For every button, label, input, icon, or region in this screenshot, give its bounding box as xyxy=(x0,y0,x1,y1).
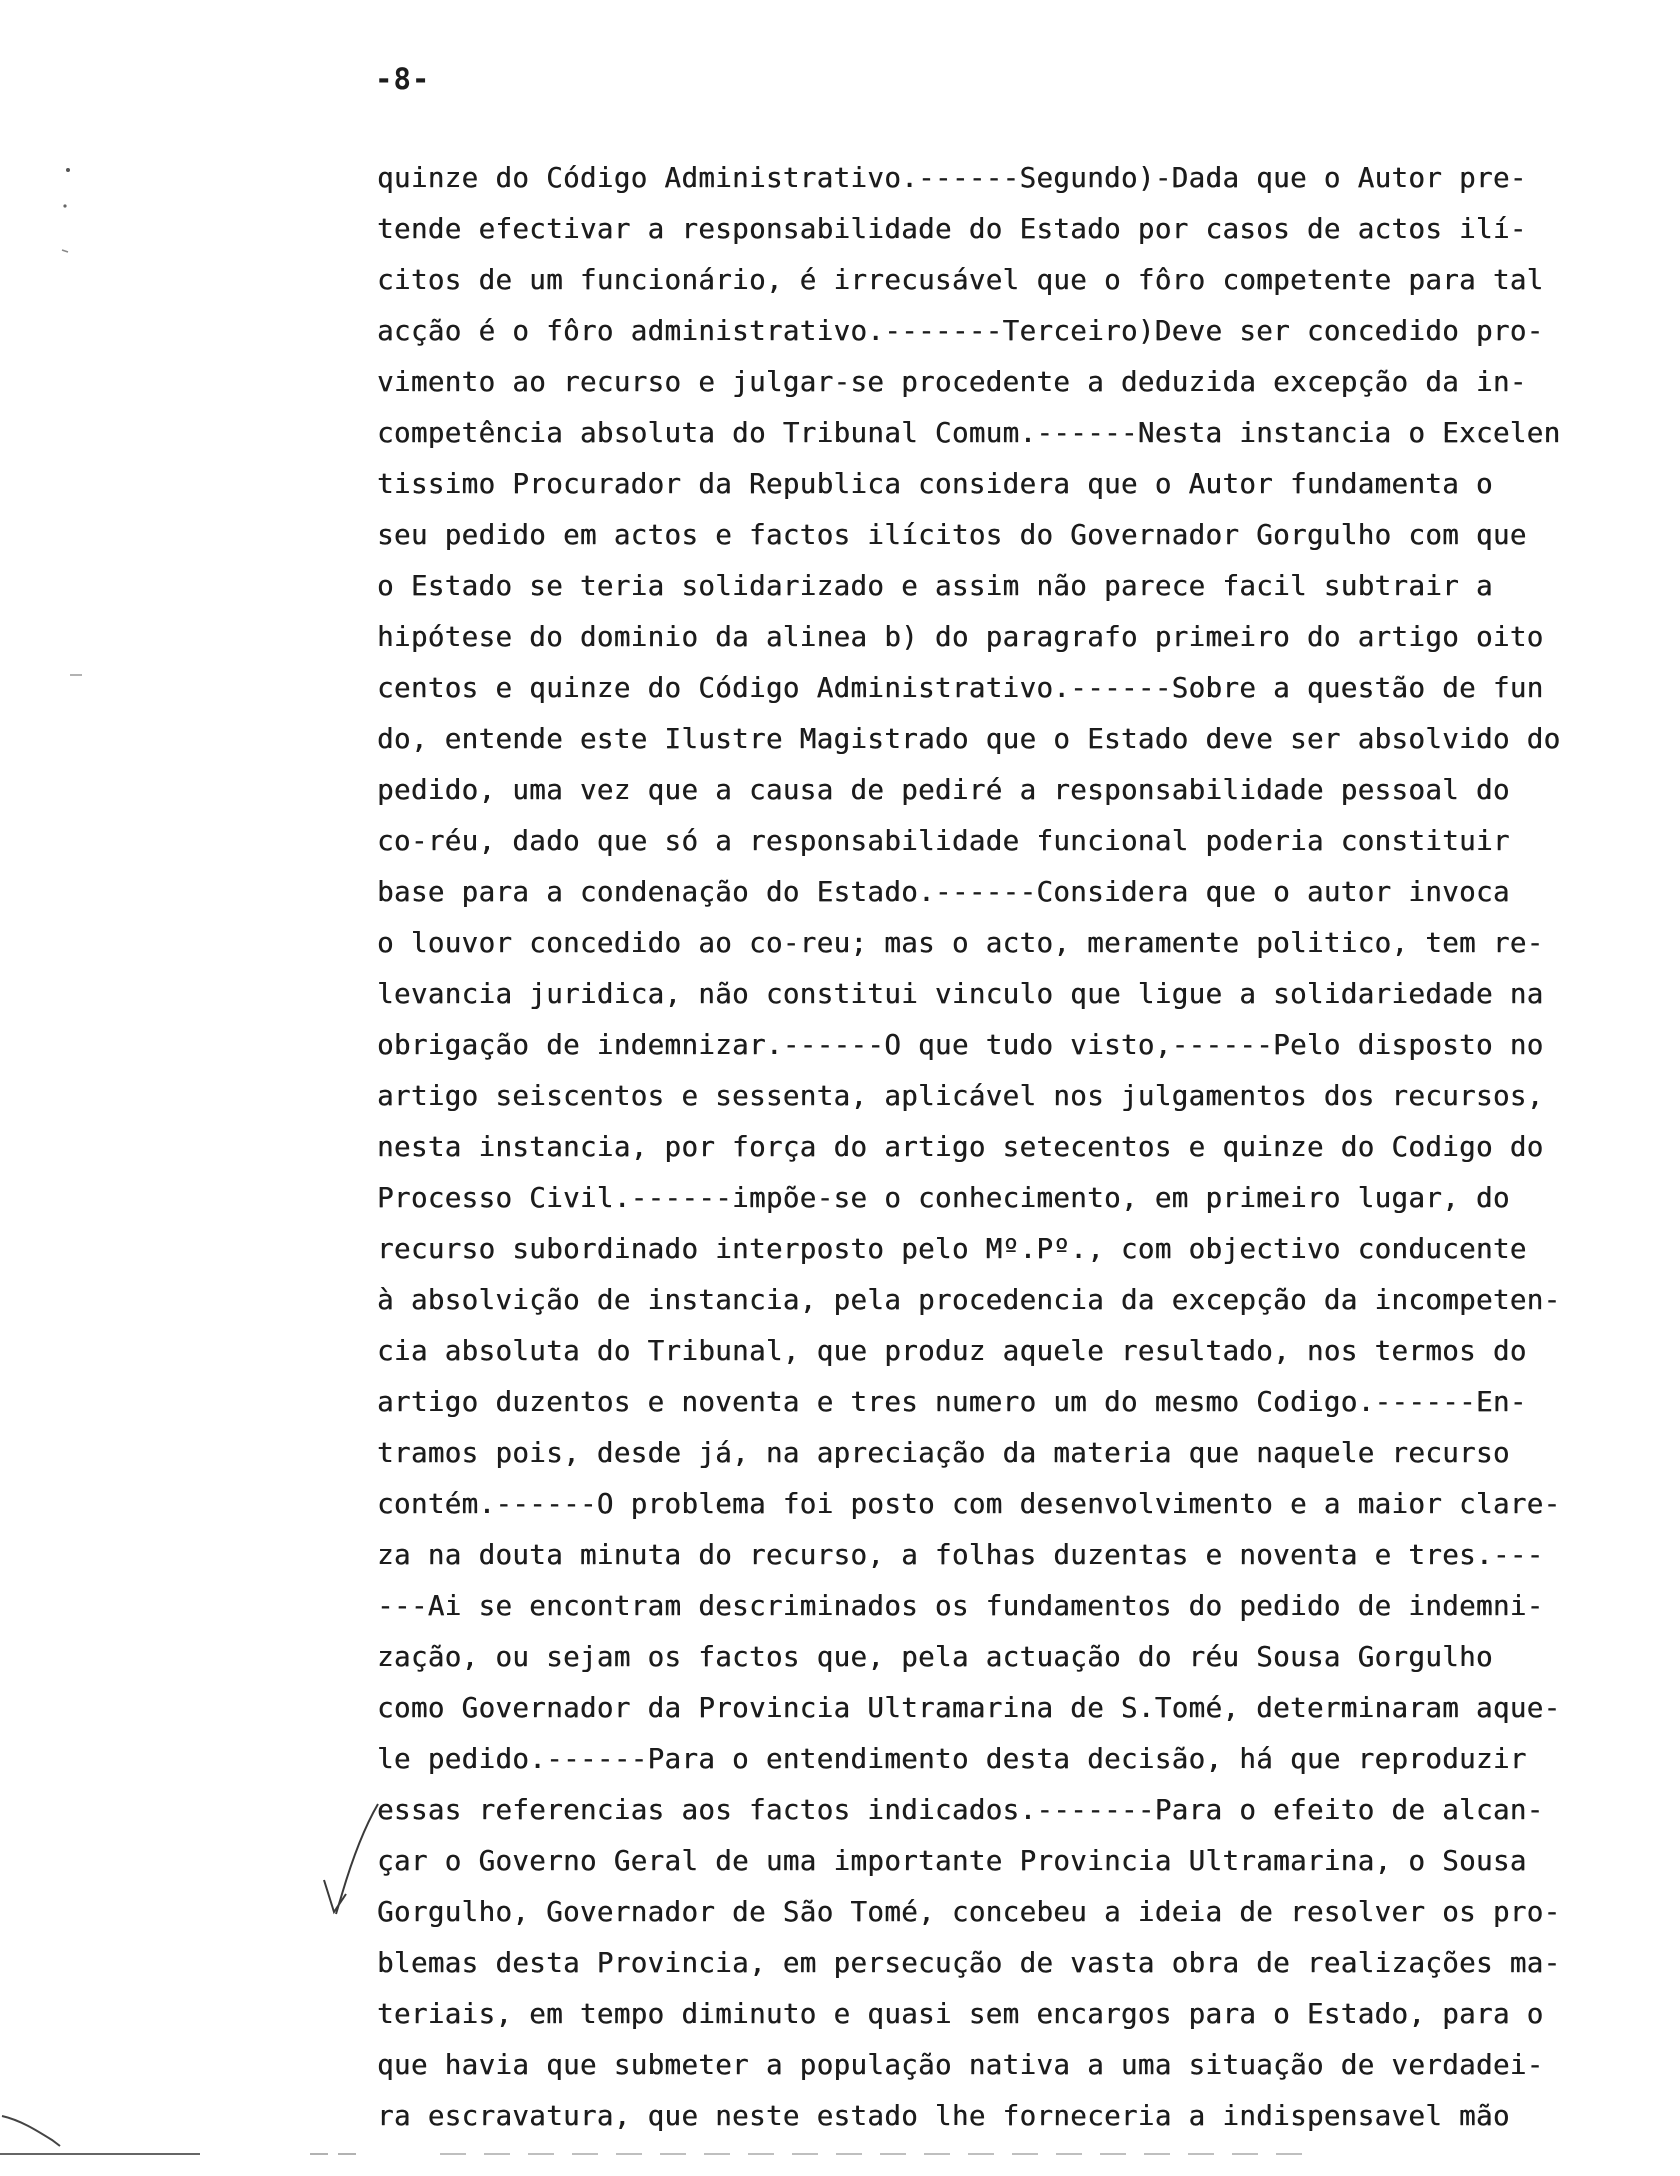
text-line: nesta instancia, por força do artigo setecentos e quinze do Codigo do xyxy=(377,1131,1544,1163)
text-line: competência absoluta do Tribunal Comum.------Nesta instancia o Excelen xyxy=(377,417,1561,449)
text-line: à absolvição de instancia, pela procedencia da excepção da incompeten- xyxy=(377,1284,1561,1316)
text-line: base para a condenação do Estado.------Considera que o autor invoca xyxy=(377,876,1510,908)
text-line: hipótese do dominio da alinea b) do paragrafo primeiro do artigo oito xyxy=(377,621,1544,653)
text-line: que havia que submeter a população nativa a uma situação de verdadei- xyxy=(377,2049,1544,2081)
pencil-check-icon xyxy=(316,1798,386,1918)
text-line: como Governador da Provincia Ultramarina de S.Tomé, determinaram aque- xyxy=(377,1692,1561,1724)
text-line: ---Ai se encontram descriminados os fundamentos do pedido de indemni- xyxy=(377,1590,1544,1622)
text-line: co-réu, dado que só a responsabilidade funcional poderia constituir xyxy=(377,825,1510,857)
scan-edge-line xyxy=(0,2150,1680,2158)
text-line: tende efectivar a responsabilidade do Estado por casos de actos ilí- xyxy=(377,213,1527,245)
page-number: -8- xyxy=(375,62,431,96)
text-line: levancia juridica, não constitui vinculo que ligue a solidariedade na xyxy=(377,978,1544,1010)
corner-stroke-mark xyxy=(0,2112,80,2152)
text-line: teriais, em tempo diminuto e quasi sem encargos para o Estado, para o xyxy=(377,1998,1544,2030)
text-line: ra escravatura, que neste estado lhe forneceria a indispensavel mão xyxy=(377,2100,1510,2132)
text-line: pedido, uma vez que a causa de pediré a responsabilidade pessoal do xyxy=(377,774,1510,806)
text-line: za na douta minuta do recurso, a folhas duzentas e noventa e tres.--- xyxy=(377,1539,1544,1571)
body-text xyxy=(377,153,1667,2142)
text-line: obrigação de indemnizar.------O que tudo visto,------Pelo disposto no xyxy=(377,1029,1544,1061)
text-line: o Estado se teria solidarizado e assim não parece facil subtrair a xyxy=(377,570,1493,602)
text-line: vimento ao recurso e julgar-se procedente a deduzida excepção da in- xyxy=(377,366,1527,398)
text-line: le pedido.------Para o entendimento desta decisão, há que reproduzir xyxy=(377,1743,1527,1775)
text-line: recurso subordinado interposto pelo Mº.Pº., com objectivo conducente xyxy=(377,1233,1527,1265)
text-line: blemas desta Provincia, em persecução de vasta obra de realizações ma- xyxy=(377,1947,1561,1979)
text-line: Gorgulho, Governador de São Tomé, concebeu a ideia de resolver os pro- xyxy=(377,1896,1561,1928)
scan-speck-marks xyxy=(60,160,80,260)
text-line: tissimo Procurador da Republica considera que o Autor fundamenta o xyxy=(377,468,1493,500)
scan-dash-mark xyxy=(68,670,88,680)
text-line: essas referencias aos factos indicados.-------Para o efeito de alcan- xyxy=(377,1794,1544,1826)
text-line: zação, ou sejam os factos que, pela actuação do réu Sousa Gorgulho xyxy=(377,1641,1493,1673)
text-line: citos de um funcionário, é irrecusável que o fôro competente para tal xyxy=(377,264,1544,296)
text-line: centos e quinze do Código Administrativo.------Sobre a questão de fun xyxy=(377,672,1544,704)
text-line: tramos pois, desde já, na apreciação da materia que naquele recurso xyxy=(377,1437,1510,1469)
text-line: artigo duzentos e noventa e tres numero um do mesmo Codigo.------En- xyxy=(377,1386,1527,1418)
text-line: quinze do Código Administrativo.------Segundo)-Dada que o Autor pre- xyxy=(377,162,1527,194)
text-line: o louvor concedido ao co-reu; mas o acto, meramente politico, tem re- xyxy=(377,927,1544,959)
text-line: contém.------O problema foi posto com desenvolvimento e a maior clare- xyxy=(377,1488,1561,1520)
text-line: acção é o fôro administrativo.-------Terceiro)Deve ser concedido pro- xyxy=(377,315,1544,347)
text-line: artigo seiscentos e sessenta, aplicável nos julgamentos dos recursos, xyxy=(377,1080,1544,1112)
text-line: do, entende este Ilustre Magistrado que o Estado deve ser absolvido do xyxy=(377,723,1561,755)
text-line: Processo Civil.------impõe-se o conhecimento, em primeiro lugar, do xyxy=(377,1182,1510,1214)
text-line: cia absoluta do Tribunal, que produz aquele resultado, nos termos do xyxy=(377,1335,1527,1367)
text-line: çar o Governo Geral de uma importante Provincia Ultramarina, o Sousa xyxy=(377,1845,1527,1877)
text-line: seu pedido em actos e factos ilícitos do Governador Gorgulho com que xyxy=(377,519,1527,551)
